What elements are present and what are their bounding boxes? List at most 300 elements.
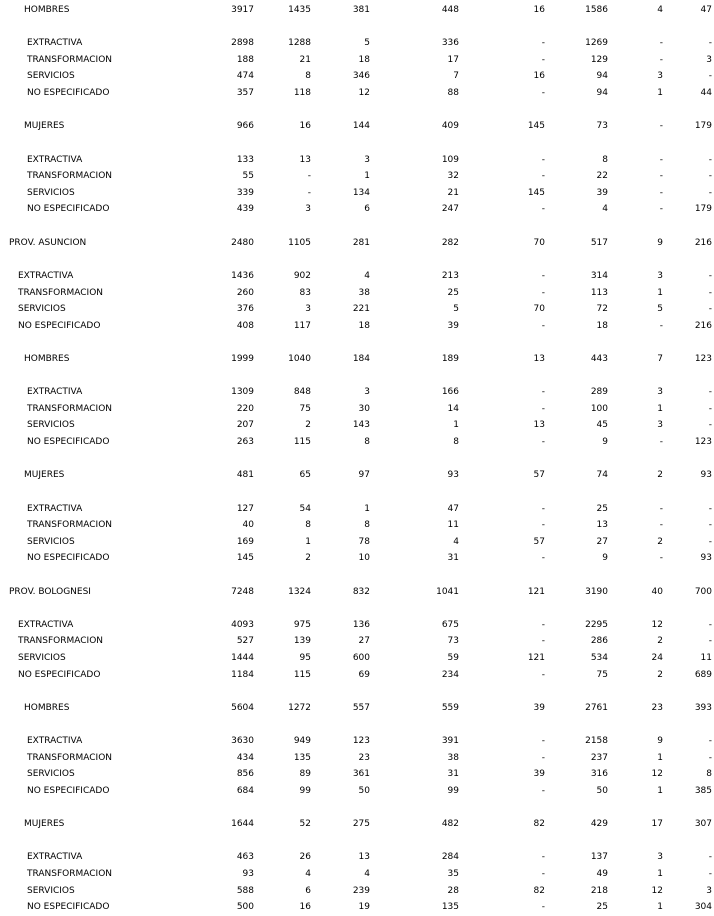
cell-c7: -	[659, 171, 663, 181]
table-row	[0, 270, 714, 282]
cell-c3: 600	[352, 653, 370, 663]
cell-c4: 247	[441, 204, 459, 214]
cell-c7: 1	[657, 786, 663, 796]
cell-c7: 3	[657, 420, 663, 430]
cell-c8: -	[708, 304, 712, 314]
cell-c1: 474	[236, 71, 254, 81]
cell-c6: 73	[596, 121, 608, 131]
cell-c6: 45	[596, 420, 608, 430]
cell-c2: 139	[293, 636, 311, 646]
cell-c8: 93	[700, 470, 712, 480]
cell-c3: 10	[358, 553, 370, 563]
cell-c2: 89	[299, 769, 311, 779]
cell-c1: 684	[236, 786, 254, 796]
cell-c4: 675	[441, 620, 459, 630]
cell-c8: -	[708, 288, 712, 298]
cell-c6: 286	[590, 636, 608, 646]
cell-c4: 336	[441, 38, 459, 48]
cell-c7: -	[659, 437, 663, 447]
table-row	[0, 619, 714, 631]
cell-c6: 1586	[585, 5, 608, 15]
cell-c6: 25	[596, 504, 608, 514]
cell-c2: 21	[299, 55, 311, 65]
cell-c2: 2	[305, 420, 311, 430]
cell-c5: -	[541, 88, 545, 98]
cell-c6: 316	[590, 769, 608, 779]
table-row	[0, 851, 714, 863]
cell-c3: 184	[352, 354, 370, 364]
cell-c7: 3	[657, 71, 663, 81]
cell-c6: 429	[590, 819, 608, 829]
row-label: SERVICIOS	[18, 653, 66, 663]
cell-c5: -	[541, 620, 545, 630]
cell-c1: 93	[242, 869, 254, 879]
cell-c4: 1	[453, 420, 459, 430]
cell-c5: -	[541, 636, 545, 646]
cell-c2: 135	[293, 753, 311, 763]
cell-c4: 282	[441, 238, 459, 248]
cell-c4: 59	[447, 653, 459, 663]
row-label: NO ESPECIFICADO	[27, 88, 110, 98]
cell-c5: -	[541, 736, 545, 746]
cell-c8: -	[708, 38, 712, 48]
cell-c3: 97	[358, 470, 370, 480]
cell-c4: 1041	[436, 587, 459, 597]
cell-c3: 18	[358, 55, 370, 65]
cell-c3: 23	[358, 753, 370, 763]
cell-c2: 115	[293, 437, 311, 447]
cell-c6: 2295	[585, 620, 608, 630]
row-label: TRANSFORMACION	[27, 171, 113, 181]
cell-c7: 9	[657, 736, 663, 746]
cell-c8: 393	[694, 703, 712, 713]
cell-c1: 188	[236, 55, 254, 65]
cell-c4: 14	[447, 404, 459, 414]
table-row	[0, 170, 714, 182]
cell-c1: 527	[236, 636, 254, 646]
cell-c4: 409	[441, 121, 459, 131]
row-label: MUJERES	[24, 470, 65, 480]
cell-c7: -	[659, 155, 663, 165]
cell-c3: 3	[364, 387, 370, 397]
table-row	[0, 635, 714, 647]
cell-c6: 13	[596, 520, 608, 530]
cell-c3: 19	[358, 902, 370, 912]
cell-c4: 31	[447, 553, 459, 563]
cell-c4: 4	[453, 537, 459, 547]
cell-c6: 289	[590, 387, 608, 397]
cell-c4: 17	[447, 55, 459, 65]
cell-c3: 69	[358, 670, 370, 680]
cell-c3: 281	[352, 238, 370, 248]
cell-c2: 65	[299, 470, 311, 480]
cell-c4: 213	[441, 271, 459, 281]
cell-c1: 1444	[231, 653, 254, 663]
cell-c7: -	[659, 55, 663, 65]
cell-c5: 82	[533, 819, 545, 829]
cell-c7: 2	[657, 670, 663, 680]
cell-c1: 966	[236, 121, 254, 131]
cell-c2: 95	[299, 653, 311, 663]
cell-c6: 39	[596, 188, 608, 198]
cell-c1: 4093	[231, 620, 254, 630]
cell-c6: 3190	[585, 587, 608, 597]
table-row	[0, 503, 714, 515]
row-label: HOMBRES	[24, 703, 70, 713]
row-label: NO ESPECIFICADO	[18, 670, 101, 680]
row-label: NO ESPECIFICADO	[18, 321, 101, 331]
cell-c3: 557	[352, 703, 370, 713]
cell-c4: 93	[447, 470, 459, 480]
cell-c4: 88	[447, 88, 459, 98]
cell-c3: 8	[364, 437, 370, 447]
cell-c2: 3	[305, 204, 311, 214]
cell-c8: -	[708, 420, 712, 430]
table-row	[0, 901, 714, 913]
cell-c4: 234	[441, 670, 459, 680]
table-row	[0, 320, 714, 332]
cell-c1: 1644	[231, 819, 254, 829]
cell-c4: 135	[441, 902, 459, 912]
cell-c4: 47	[447, 504, 459, 514]
cell-c5: -	[541, 753, 545, 763]
cell-c2: 13	[299, 155, 311, 165]
cell-c2: 115	[293, 670, 311, 680]
row-label: NO ESPECIFICADO	[27, 204, 110, 214]
cell-c1: 376	[236, 304, 254, 314]
cell-c6: 137	[590, 852, 608, 862]
cell-c8: 385	[694, 786, 712, 796]
cell-c1: 220	[236, 404, 254, 414]
cell-c7: 1	[657, 404, 663, 414]
cell-c2: 848	[293, 387, 311, 397]
table-row	[0, 768, 714, 780]
cell-c7: -	[659, 188, 663, 198]
cell-c1: 260	[236, 288, 254, 298]
cell-c3: 136	[352, 620, 370, 630]
cell-c8: -	[708, 404, 712, 414]
cell-c7: 5	[657, 304, 663, 314]
cell-c2: 1288	[288, 38, 311, 48]
row-label: EXTRACTIVA	[18, 271, 74, 281]
cell-c3: 239	[352, 886, 370, 896]
cell-c2: 8	[305, 520, 311, 530]
cell-c5: 70	[533, 238, 545, 248]
cell-c3: 134	[352, 188, 370, 198]
cell-c4: 559	[441, 703, 459, 713]
cell-c2: 8	[305, 71, 311, 81]
cell-c2: 75	[299, 404, 311, 414]
cell-c4: 8	[453, 437, 459, 447]
cell-c6: 49	[596, 869, 608, 879]
cell-c5: -	[541, 869, 545, 879]
cell-c6: 94	[596, 71, 608, 81]
cell-c1: 439	[236, 204, 254, 214]
cell-c7: -	[659, 38, 663, 48]
cell-c4: 21	[447, 188, 459, 198]
row-label: HOMBRES	[24, 354, 70, 364]
table-row	[0, 419, 714, 431]
table-row	[0, 70, 714, 82]
cell-c8: 304	[694, 902, 712, 912]
cell-c5: -	[541, 520, 545, 530]
cell-c7: 12	[651, 620, 663, 630]
cell-c7: -	[659, 204, 663, 214]
table-row	[0, 469, 714, 481]
cell-c3: 12	[358, 88, 370, 98]
cell-c6: 94	[596, 88, 608, 98]
table-row	[0, 885, 714, 897]
table-row	[0, 868, 714, 880]
cell-c4: 284	[441, 852, 459, 862]
cell-c2: 1272	[288, 703, 311, 713]
table-row	[0, 54, 714, 66]
cell-c3: 4	[364, 869, 370, 879]
cell-c5: -	[541, 55, 545, 65]
cell-c6: 25	[596, 902, 608, 912]
row-label: TRANSFORMACION	[27, 753, 113, 763]
row-label: SERVICIOS	[27, 769, 75, 779]
cell-c5: -	[541, 38, 545, 48]
cell-c7: 1	[657, 869, 663, 879]
cell-c5: -	[541, 553, 545, 563]
cell-c2: 975	[293, 620, 311, 630]
cell-c5: -	[541, 902, 545, 912]
row-label: TRANSFORMACION	[27, 404, 113, 414]
cell-c7: -	[659, 321, 663, 331]
cell-c2: 2	[305, 553, 311, 563]
cell-c8: 216	[694, 238, 712, 248]
cell-c7: 1	[657, 902, 663, 912]
cell-c4: 39	[447, 321, 459, 331]
cell-c8: 689	[694, 670, 712, 680]
cell-c3: 275	[352, 819, 370, 829]
cell-c6: 113	[590, 288, 608, 298]
cell-c2: 949	[293, 736, 311, 746]
cell-c2: 83	[299, 288, 311, 298]
row-label: PROV. BOLOGNESI	[9, 587, 91, 597]
cell-c2: 1	[305, 537, 311, 547]
row-label: TRANSFORMACION	[27, 869, 113, 879]
cell-c1: 55	[242, 171, 254, 181]
cell-c6: 18	[596, 321, 608, 331]
cell-c2: 4	[305, 869, 311, 879]
cell-c4: 99	[447, 786, 459, 796]
cell-c6: 443	[590, 354, 608, 364]
table-row	[0, 536, 714, 548]
cell-c1: 3917	[231, 5, 254, 15]
row-label: EXTRACTIVA	[27, 852, 83, 862]
cell-c3: 4	[364, 271, 370, 281]
cell-c7: -	[659, 520, 663, 530]
row-label: TRANSFORMACION	[18, 636, 104, 646]
cell-c1: 856	[236, 769, 254, 779]
cell-c5: -	[541, 670, 545, 680]
cell-c8: 93	[700, 553, 712, 563]
cell-c2: 6	[305, 886, 311, 896]
cell-c1: 1309	[231, 387, 254, 397]
cell-c1: 40	[242, 520, 254, 530]
cell-c3: 6	[364, 204, 370, 214]
row-label: EXTRACTIVA	[27, 504, 83, 514]
cell-c2: 26	[299, 852, 311, 862]
cell-c3: 38	[358, 288, 370, 298]
cell-c7: 2	[657, 636, 663, 646]
cell-c6: 72	[596, 304, 608, 314]
row-label: SERVICIOS	[27, 886, 75, 896]
cell-c7: 23	[651, 703, 663, 713]
cell-c3: 381	[352, 5, 370, 15]
cell-c8: 179	[694, 204, 712, 214]
cell-c7: 2	[657, 470, 663, 480]
row-label: NO ESPECIFICADO	[27, 786, 110, 796]
cell-c1: 500	[236, 902, 254, 912]
cell-c8: 307	[694, 819, 712, 829]
cell-c1: 7248	[231, 587, 254, 597]
cell-c8: -	[708, 636, 712, 646]
cell-c5: 39	[533, 703, 545, 713]
cell-c8: -	[708, 537, 712, 547]
cell-c6: 4	[602, 204, 608, 214]
cell-c8: -	[708, 869, 712, 879]
row-label: SERVICIOS	[27, 71, 75, 81]
cell-c8: -	[708, 387, 712, 397]
cell-c8: -	[708, 171, 712, 181]
cell-c5: 16	[533, 5, 545, 15]
cell-c7: 1	[657, 288, 663, 298]
cell-c6: 2761	[585, 703, 608, 713]
table-row	[0, 669, 714, 681]
table-row	[0, 818, 714, 830]
cell-c5: 16	[533, 71, 545, 81]
cell-c8: 3	[706, 55, 712, 65]
cell-c8: 8	[706, 769, 712, 779]
cell-c2: 54	[299, 504, 311, 514]
cell-c1: 1436	[231, 271, 254, 281]
cell-c4: 32	[447, 171, 459, 181]
row-label: EXTRACTIVA	[27, 38, 83, 48]
cell-c3: 30	[358, 404, 370, 414]
cell-c8: -	[708, 71, 712, 81]
cell-c1: 588	[236, 886, 254, 896]
cell-c7: 3	[657, 387, 663, 397]
cell-c3: 27	[358, 636, 370, 646]
cell-c1: 263	[236, 437, 254, 447]
cell-c5: -	[541, 387, 545, 397]
table-row	[0, 237, 714, 249]
row-label: EXTRACTIVA	[18, 620, 74, 630]
cell-c5: -	[541, 271, 545, 281]
row-label: TRANSFORMACION	[27, 55, 113, 65]
cell-c5: 13	[533, 354, 545, 364]
row-label: SERVICIOS	[27, 537, 75, 547]
cell-c5: 145	[527, 121, 545, 131]
cell-c4: 189	[441, 354, 459, 364]
cell-c4: 166	[441, 387, 459, 397]
cell-c2: 1105	[288, 238, 311, 248]
row-label: SERVICIOS	[18, 304, 66, 314]
cell-c2: 902	[293, 271, 311, 281]
table-row	[0, 652, 714, 664]
cell-c2: 16	[299, 121, 311, 131]
cell-c1: 463	[236, 852, 254, 862]
row-label: NO ESPECIFICADO	[27, 902, 110, 912]
table-row	[0, 187, 714, 199]
cell-c2: 1040	[288, 354, 311, 364]
cell-c7: 9	[657, 238, 663, 248]
cell-c4: 5	[453, 304, 459, 314]
table-row	[0, 785, 714, 797]
table-row	[0, 386, 714, 398]
cell-c8: -	[708, 155, 712, 165]
cell-c1: 133	[236, 155, 254, 165]
row-label: MUJERES	[24, 121, 65, 131]
cell-c3: 832	[352, 587, 370, 597]
cell-c6: 218	[590, 886, 608, 896]
cell-c6: 534	[590, 653, 608, 663]
row-label: EXTRACTIVA	[27, 736, 83, 746]
cell-c3: 144	[352, 121, 370, 131]
cell-c3: 13	[358, 852, 370, 862]
cell-c5: 121	[527, 653, 545, 663]
cell-c3: 123	[352, 736, 370, 746]
cell-c1: 145	[236, 553, 254, 563]
cell-c4: 38	[447, 753, 459, 763]
cell-c5: -	[541, 404, 545, 414]
cell-c5: -	[541, 288, 545, 298]
cell-c8: 216	[694, 321, 712, 331]
cell-c5: 13	[533, 420, 545, 430]
cell-c3: 8	[364, 520, 370, 530]
cell-c6: 74	[596, 470, 608, 480]
cell-c5: -	[541, 204, 545, 214]
cell-c8: 123	[694, 354, 712, 364]
cell-c8: 700	[694, 587, 712, 597]
cell-c6: 517	[590, 238, 608, 248]
cell-c8: -	[708, 753, 712, 763]
cell-c7: 24	[651, 653, 663, 663]
cell-c4: 35	[447, 869, 459, 879]
cell-c8: -	[708, 520, 712, 530]
table-row	[0, 303, 714, 315]
cell-c7: 1	[657, 753, 663, 763]
row-label: TRANSFORMACION	[18, 288, 104, 298]
cell-c6: 9	[602, 437, 608, 447]
cell-c7: 1	[657, 88, 663, 98]
cell-c3: 143	[352, 420, 370, 430]
cell-c6: 129	[590, 55, 608, 65]
cell-c3: 5	[364, 38, 370, 48]
cell-c6: 27	[596, 537, 608, 547]
cell-c7: 17	[651, 819, 663, 829]
cell-c7: 4	[657, 5, 663, 15]
cell-c3: 1	[364, 171, 370, 181]
table-row	[0, 154, 714, 166]
cell-c1: 207	[236, 420, 254, 430]
cell-c6: 100	[590, 404, 608, 414]
cell-c4: 391	[441, 736, 459, 746]
cell-c2: 16	[299, 902, 311, 912]
cell-c4: 31	[447, 769, 459, 779]
cell-c7: 7	[657, 354, 663, 364]
cell-c8: 123	[694, 437, 712, 447]
row-label: SERVICIOS	[27, 420, 75, 430]
cell-c4: 73	[447, 636, 459, 646]
cell-c5: 82	[533, 886, 545, 896]
table-row	[0, 586, 714, 598]
cell-c5: 57	[533, 470, 545, 480]
cell-c8: 47	[700, 5, 712, 15]
